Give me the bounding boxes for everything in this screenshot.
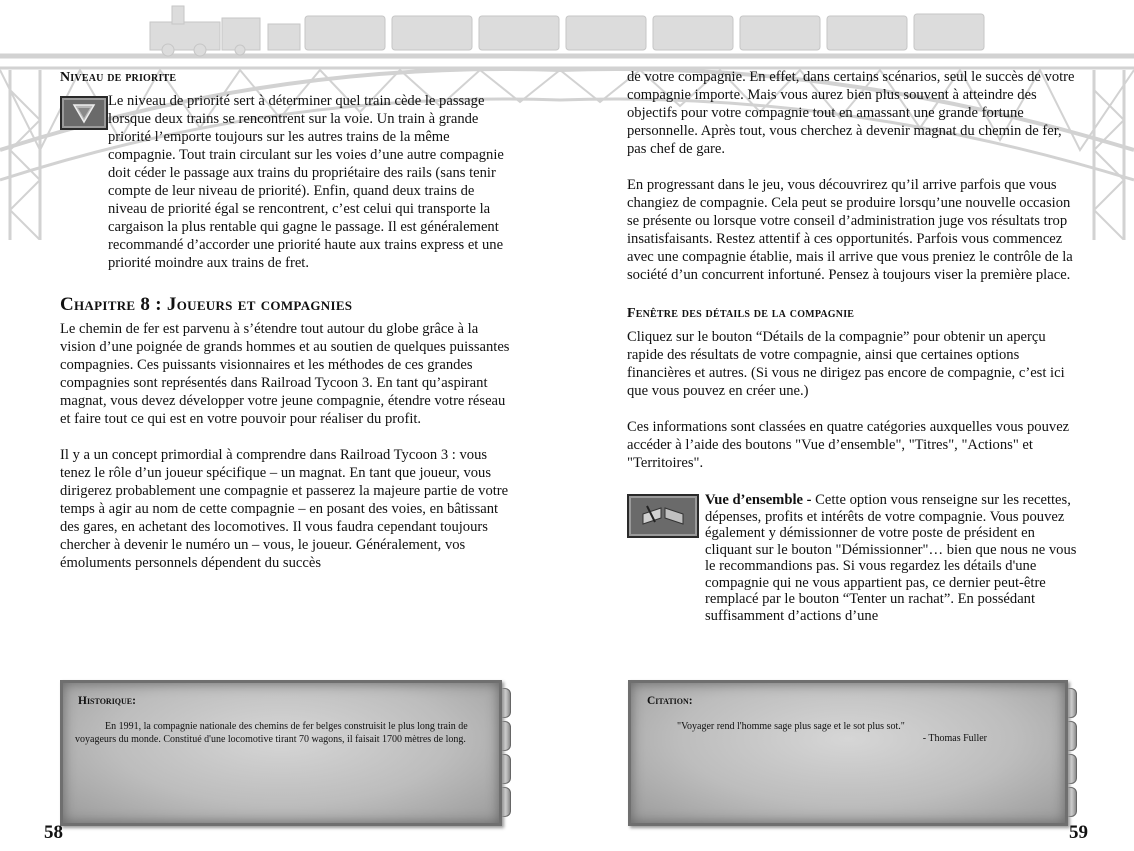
historique-note-title: Historique: xyxy=(78,695,136,707)
chapter-paragraph-1: Le chemin de fer est parvenu à s’étendre tout autour du globe grâce à la vision d’une poignée de grands hommes et au soutien de quelques puissantes compagnies. Ces puissants visionnaires et les méthodes de ces grandes compagnies sont représentés dans Railroad Tycoon 3. En tant qu’aspirant magnat, vous devez développer votre jeune compagnie, étendre votre réseau et faire tout ce qui est en votre pouvoir pour réaliser du profit. xyxy=(60,321,510,427)
categories-paragraph: Ces informations sont classées en quatre catégories auxquelles vous pouvez accéder à l’aide des boutons "Vue d’ensemble", "Titres", "Actions" et "Territoires". xyxy=(627,419,1070,471)
historique-note-text: En 1991, la compagnie nationale des chemins de fer belges construisit le plus long train de voyageurs du monde. Constitué d'une locomotive tirant 70 wagons, il faisait 1700 mètres de long. xyxy=(75,721,468,745)
chapter-heading: Chapitre 8 : Joueurs et compagnies xyxy=(60,294,353,315)
progress-paragraph: En progressant dans le jeu, vous découvrirez qu’il arrive parfois que vous changiez de compagnie. Cela peut se produire lorsqu’une nouvelle occasion se présente ou lorsque votre conseil d’administration juge vos résultats trop insatisfaisants. Restez attentif à ces opportunités. Parfois vous commencez avec une compagnie établie, mais il arrive que vous preniez le contrôle de la société d’un concurrent infortuné. Pensez à toujours viser la première place. xyxy=(627,177,1073,283)
priority-paragraph: Le niveau de priorité sert à déterminer quel train cède le passage lorsque deux trains se rencontrent sur la voie. Un train à grande priorité l’emporte toujours sur les autres trains de la même compagnie. Tout train circulant sur les voies d’une autre compagnie doit céder le passage aux trains du propriétaire des rails (sans tenir compte de leur niveau de priorité). Enfin, quand deux trains de niveau de priorité égal se rencontrent, c’est celui qui transporte la cargaison la plus rentable qui gagne le passage. Il est généralement recommandé d’accorder une priorité haute aux trains express et une priorité moindre aux trains de fret. xyxy=(108,93,504,271)
citation-note-title: Citation: xyxy=(647,695,693,707)
details-paragraph: Cliquez sur le bouton “Détails de la compagnie” pour obtenir un aperçu rapide des résultats de votre compagnie, ainsi que certaines options financières et autres. (Si vous ne dirigez pas encore de compagnie, c’est ici que vous pouvez en créer une.) xyxy=(627,329,1065,399)
priority-section-heading: Niveau de priorite xyxy=(60,70,177,85)
continued-paragraph: de votre compagnie. En effet, dans certains scénarios, seul le succès de votre compagnie importe. Mais vous aurez bien plus souvent à atteindre des objectifs pour votre compagnie tout en amassant une grande fortune personnelle. Après tout, vous cherchez à devenir magnat du chemin de fer, pas chef de gare. xyxy=(627,69,1075,157)
right-page xyxy=(627,68,1077,624)
overview-block xyxy=(627,492,1077,624)
priority-block xyxy=(60,92,510,272)
historique-note-box xyxy=(60,680,502,826)
open-book-icon xyxy=(627,494,699,538)
citation-note-box xyxy=(628,680,1068,826)
overview-text: Cette option vous renseigne sur les recettes, dépenses, profits et intérêts de votre compagnie. Vous pouvez également y démissionner de votre poste de président en cliquant sur le bouton "Démissionner"… bien que nous ne vous le recommandions pas. Si vous regardez les détails d'une compagnie qui ne vous appartient pas, ce dernier peut-être remplacé par le bouton “Tenter un rachat”. En possédant suffisamment d’actions d’une xyxy=(705,492,1077,624)
citation-author: - Thomas Fuller xyxy=(922,733,987,744)
overview-label: Vue d’ensemble - xyxy=(705,492,812,508)
priority-triangle-icon xyxy=(60,96,108,130)
left-page xyxy=(60,70,510,572)
page-number-left: 58 xyxy=(44,822,63,843)
company-details-heading: Fenêtre des détails de la compagnie xyxy=(627,306,855,321)
page-number-right: 59 xyxy=(1069,822,1088,843)
citation-quote-text: "Voyager rend l'homme sage plus sage et le sot plus sot." xyxy=(677,721,905,732)
chapter-paragraph-2: Il y a un concept primordial à comprendre dans Railroad Tycoon 3 : vous tenez le rôle d’un joueur spécifique – un magnat. En tant que joueur, vous dirigerez probablement une compagnie et passerez la majeure partie de votre temps à agir au nom de cette compagnie – en posant des voies, en bâtissant des gares, en achetant des locomotives. Il vous faudra cependant toujours chercher à devenir le numéro un – vous, le joueur. Généralement, vos émoluments personnels dépendent du succès xyxy=(60,447,509,571)
